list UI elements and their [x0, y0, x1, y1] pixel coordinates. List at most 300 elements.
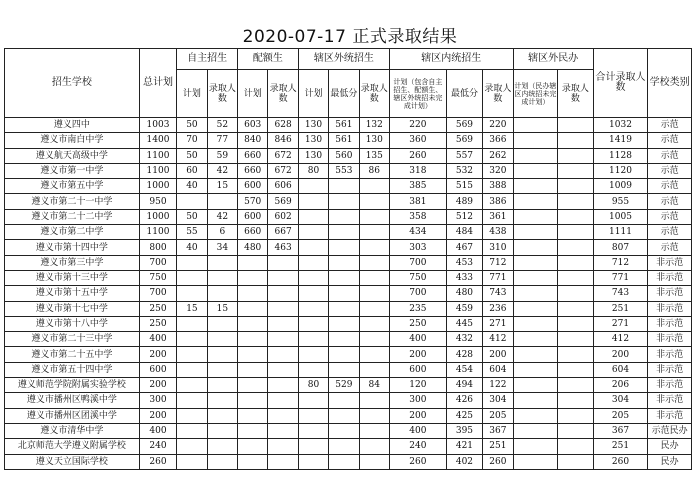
private-admitted-cell	[558, 332, 593, 347]
inside-plan-cell: 260	[389, 454, 446, 469]
private-plan-cell	[513, 118, 558, 133]
quota-admitted-cell	[268, 362, 298, 377]
private-plan-cell	[513, 393, 558, 408]
outside-admitted-cell	[359, 194, 389, 209]
outside-plan-cell	[298, 179, 328, 194]
outside-min-score-cell	[329, 393, 359, 408]
private-admitted-cell	[558, 240, 593, 255]
inside-min-score-cell: 395	[446, 423, 482, 438]
inside-plan-cell: 120	[389, 378, 446, 393]
school-type-cell: 示范	[648, 179, 692, 194]
outside-admitted-cell	[359, 439, 389, 454]
outside-plan-cell	[298, 240, 328, 255]
outside-plan-cell	[298, 225, 328, 240]
outside-min-score-cell	[329, 270, 359, 285]
independent-plan-cell: 50	[177, 118, 207, 133]
total-plan-cell: 950	[139, 194, 176, 209]
outside-min-score-cell	[329, 423, 359, 438]
outside-admitted-cell: 132	[359, 118, 389, 133]
inside-admitted-cell: 262	[483, 148, 513, 163]
inside-min-score-cell: 515	[446, 179, 482, 194]
quota-admitted-cell	[268, 270, 298, 285]
outside-admitted-cell	[359, 225, 389, 240]
school-name-cell: 遵义四中	[5, 118, 140, 133]
school-name-cell: 遵义市南白中学	[5, 133, 140, 148]
total-admitted-cell: 251	[593, 301, 648, 316]
outside-min-score-cell	[329, 209, 359, 224]
private-admitted-cell	[558, 454, 593, 469]
inside-plan-cell: 260	[389, 148, 446, 163]
school-name-cell: 遵义市第十七中学	[5, 301, 140, 316]
quota-plan-cell	[238, 393, 268, 408]
school-name-cell: 遵义市第三中学	[5, 255, 140, 270]
table-row	[5, 240, 692, 255]
header-plan-private: 计划（民办辖区内统招未完成计划）	[513, 70, 558, 118]
school-name-cell: 遵义市第十五中学	[5, 286, 140, 301]
quota-admitted-cell	[268, 423, 298, 438]
independent-plan-cell: 50	[177, 209, 207, 224]
header-admitted: 录取人数	[268, 70, 298, 118]
quota-admitted-cell: 667	[268, 225, 298, 240]
outside-min-score-cell	[329, 255, 359, 270]
private-plan-cell	[513, 316, 558, 331]
quota-plan-cell: 660	[238, 225, 268, 240]
outside-plan-cell: 80	[298, 378, 328, 393]
outside-min-score-cell	[329, 301, 359, 316]
outside-admitted-cell	[359, 270, 389, 285]
inside-admitted-cell: 205	[483, 408, 513, 423]
table-row	[5, 148, 692, 163]
school-type-cell: 非示范	[648, 393, 692, 408]
table-row	[5, 179, 692, 194]
table-row	[5, 454, 692, 469]
private-admitted-cell	[558, 270, 593, 285]
independent-admitted-cell	[207, 270, 237, 285]
private-admitted-cell	[558, 301, 593, 316]
independent-admitted-cell	[207, 347, 237, 362]
quota-admitted-cell: 606	[268, 179, 298, 194]
private-plan-cell	[513, 408, 558, 423]
private-admitted-cell	[558, 194, 593, 209]
quota-admitted-cell	[268, 286, 298, 301]
header-school-type: 学校类别	[648, 49, 692, 118]
private-admitted-cell	[558, 118, 593, 133]
total-admitted-cell: 771	[593, 270, 648, 285]
header-total-plan: 总计划	[139, 49, 176, 118]
table-row	[5, 209, 692, 224]
quota-admitted-cell: 672	[268, 148, 298, 163]
header-group-inside-district: 辖区内统招生	[389, 49, 513, 70]
private-plan-cell	[513, 378, 558, 393]
private-plan-cell	[513, 454, 558, 469]
table-row	[5, 255, 692, 270]
quota-plan-cell: 660	[238, 148, 268, 163]
independent-admitted-cell	[207, 423, 237, 438]
outside-admitted-cell	[359, 408, 389, 423]
independent-plan-cell: 15	[177, 301, 207, 316]
school-type-cell: 示范	[648, 148, 692, 163]
outside-admitted-cell	[359, 209, 389, 224]
school-type-cell: 非示范	[648, 347, 692, 362]
independent-admitted-cell	[207, 332, 237, 347]
total-plan-cell: 700	[139, 255, 176, 270]
private-admitted-cell	[558, 179, 593, 194]
private-admitted-cell	[558, 225, 593, 240]
quota-admitted-cell: 628	[268, 118, 298, 133]
independent-plan-cell	[177, 347, 207, 362]
school-type-cell: 示范	[648, 133, 692, 148]
independent-admitted-cell	[207, 316, 237, 331]
independent-plan-cell: 40	[177, 240, 207, 255]
outside-plan-cell	[298, 454, 328, 469]
quota-plan-cell: 600	[238, 179, 268, 194]
table-body	[5, 118, 692, 470]
independent-plan-cell	[177, 423, 207, 438]
inside-plan-cell: 381	[389, 194, 446, 209]
private-admitted-cell	[558, 148, 593, 163]
inside-min-score-cell: 432	[446, 332, 482, 347]
page-title: 2020-07-17 正式录取结果	[242, 27, 458, 47]
outside-plan-cell	[298, 194, 328, 209]
total-admitted-cell: 712	[593, 255, 648, 270]
inside-plan-cell: 700	[389, 286, 446, 301]
table-row	[5, 362, 692, 377]
header-admitted: 录取人数	[483, 70, 513, 118]
independent-plan-cell	[177, 454, 207, 469]
inside-plan-cell: 235	[389, 301, 446, 316]
inside-min-score-cell: 489	[446, 194, 482, 209]
quota-plan-cell: 570	[238, 194, 268, 209]
quota-admitted-cell: 602	[268, 209, 298, 224]
independent-plan-cell	[177, 255, 207, 270]
outside-admitted-cell	[359, 255, 389, 270]
independent-plan-cell: 60	[177, 163, 207, 178]
total-admitted-cell: 206	[593, 378, 648, 393]
outside-admitted-cell	[359, 454, 389, 469]
outside-plan-cell	[298, 347, 328, 362]
inside-min-score-cell: 433	[446, 270, 482, 285]
total-plan-cell: 1100	[139, 148, 176, 163]
school-type-cell: 示范	[648, 194, 692, 209]
school-name-cell: 遵义市第五中学	[5, 179, 140, 194]
independent-admitted-cell: 6	[207, 225, 237, 240]
quota-plan-cell: 600	[238, 209, 268, 224]
quota-plan-cell: 480	[238, 240, 268, 255]
independent-plan-cell: 50	[177, 148, 207, 163]
inside-min-score-cell: 426	[446, 393, 482, 408]
private-admitted-cell	[558, 378, 593, 393]
private-plan-cell	[513, 148, 558, 163]
total-plan-cell: 600	[139, 362, 176, 377]
total-admitted-cell: 604	[593, 362, 648, 377]
header-group-independent: 自主招生	[177, 49, 238, 70]
inside-admitted-cell: 122	[483, 378, 513, 393]
inside-admitted-cell: 310	[483, 240, 513, 255]
private-admitted-cell	[558, 439, 593, 454]
header-group-outside-district: 辖区外统招生	[298, 49, 389, 70]
total-admitted-cell: 1009	[593, 179, 648, 194]
inside-admitted-cell: 366	[483, 133, 513, 148]
quota-admitted-cell	[268, 378, 298, 393]
total-plan-cell: 260	[139, 454, 176, 469]
inside-min-score-cell: 557	[446, 148, 482, 163]
table-row	[5, 118, 692, 133]
quota-plan-cell	[238, 332, 268, 347]
private-plan-cell	[513, 194, 558, 209]
header-total-admitted: 合计录取人数	[593, 49, 648, 118]
outside-plan-cell	[298, 439, 328, 454]
quota-plan-cell: 603	[238, 118, 268, 133]
independent-plan-cell	[177, 270, 207, 285]
independent-plan-cell: 70	[177, 133, 207, 148]
outside-min-score-cell: 561	[329, 133, 359, 148]
outside-admitted-cell: 86	[359, 163, 389, 178]
total-admitted-cell: 412	[593, 332, 648, 347]
outside-min-score-cell: 561	[329, 118, 359, 133]
quota-plan-cell	[238, 408, 268, 423]
quota-plan-cell	[238, 316, 268, 331]
independent-admitted-cell	[207, 286, 237, 301]
inside-admitted-cell: 260	[483, 454, 513, 469]
total-plan-cell: 1003	[139, 118, 176, 133]
inside-admitted-cell: 304	[483, 393, 513, 408]
private-plan-cell	[513, 209, 558, 224]
inside-admitted-cell: 604	[483, 362, 513, 377]
school-name-cell: 遵义市播州区团溪中学	[5, 408, 140, 423]
inside-min-score-cell: 484	[446, 225, 482, 240]
header-min-score: 最低分	[329, 70, 359, 118]
private-admitted-cell	[558, 209, 593, 224]
outside-min-score-cell	[329, 194, 359, 209]
total-admitted-cell: 367	[593, 423, 648, 438]
outside-plan-cell: 80	[298, 163, 328, 178]
total-plan-cell: 1400	[139, 133, 176, 148]
quota-plan-cell	[238, 347, 268, 362]
independent-admitted-cell: 59	[207, 148, 237, 163]
private-admitted-cell	[558, 362, 593, 377]
outside-plan-cell	[298, 393, 328, 408]
inside-plan-cell: 600	[389, 362, 446, 377]
school-name-cell: 遵义市第二十一中学	[5, 194, 140, 209]
school-type-cell: 非示范	[648, 286, 692, 301]
school-type-cell: 民办	[648, 439, 692, 454]
table-row	[5, 439, 692, 454]
total-admitted-cell: 200	[593, 347, 648, 362]
private-plan-cell	[513, 301, 558, 316]
total-plan-cell: 750	[139, 270, 176, 285]
inside-plan-cell: 250	[389, 316, 446, 331]
table-row	[5, 301, 692, 316]
inside-admitted-cell: 367	[483, 423, 513, 438]
quota-plan-cell	[238, 270, 268, 285]
table-row	[5, 347, 692, 362]
total-admitted-cell: 1032	[593, 118, 648, 133]
inside-plan-cell: 303	[389, 240, 446, 255]
total-plan-cell: 1000	[139, 179, 176, 194]
independent-plan-cell	[177, 332, 207, 347]
inside-admitted-cell: 200	[483, 347, 513, 362]
outside-min-score-cell	[329, 362, 359, 377]
inside-plan-cell: 385	[389, 179, 446, 194]
school-type-cell: 示范	[648, 225, 692, 240]
table-row	[5, 316, 692, 331]
private-plan-cell	[513, 179, 558, 194]
inside-admitted-cell: 361	[483, 209, 513, 224]
inside-min-score-cell: 402	[446, 454, 482, 469]
independent-plan-cell	[177, 362, 207, 377]
school-type-cell: 非示范	[648, 332, 692, 347]
outside-min-score-cell	[329, 454, 359, 469]
outside-admitted-cell: 135	[359, 148, 389, 163]
outside-admitted-cell	[359, 179, 389, 194]
school-name-cell: 遵义市第十四中学	[5, 240, 140, 255]
school-name-cell: 遵义市第二中学	[5, 225, 140, 240]
total-plan-cell: 1100	[139, 225, 176, 240]
inside-plan-cell: 200	[389, 347, 446, 362]
private-admitted-cell	[558, 163, 593, 178]
table-row	[5, 286, 692, 301]
inside-admitted-cell: 251	[483, 439, 513, 454]
outside-min-score-cell	[329, 179, 359, 194]
outside-min-score-cell: 560	[329, 148, 359, 163]
inside-min-score-cell: 453	[446, 255, 482, 270]
outside-plan-cell: 130	[298, 118, 328, 133]
table-row	[5, 378, 692, 393]
outside-plan-cell	[298, 255, 328, 270]
total-admitted-cell: 1120	[593, 163, 648, 178]
school-type-cell: 非示范	[648, 255, 692, 270]
independent-plan-cell	[177, 378, 207, 393]
school-type-cell: 示范	[648, 118, 692, 133]
inside-admitted-cell: 388	[483, 179, 513, 194]
total-plan-cell: 240	[139, 439, 176, 454]
inside-admitted-cell: 386	[483, 194, 513, 209]
total-admitted-cell: 1111	[593, 225, 648, 240]
table-row	[5, 163, 692, 178]
private-plan-cell	[513, 286, 558, 301]
outside-admitted-cell: 130	[359, 133, 389, 148]
outside-min-score-cell	[329, 225, 359, 240]
total-plan-cell: 700	[139, 286, 176, 301]
school-type-cell: 示范	[648, 163, 692, 178]
header-school: 招生学校	[5, 49, 140, 118]
total-plan-cell: 200	[139, 378, 176, 393]
outside-plan-cell	[298, 316, 328, 331]
table-row	[5, 133, 692, 148]
private-admitted-cell	[558, 133, 593, 148]
quota-plan-cell	[238, 301, 268, 316]
school-name-cell: 遵义市清华中学	[5, 423, 140, 438]
inside-admitted-cell: 438	[483, 225, 513, 240]
school-type-cell: 非示范	[648, 270, 692, 285]
independent-admitted-cell	[207, 194, 237, 209]
private-plan-cell	[513, 133, 558, 148]
quota-plan-cell	[238, 423, 268, 438]
quota-admitted-cell	[268, 255, 298, 270]
outside-admitted-cell	[359, 393, 389, 408]
header-group-quota: 配额生	[238, 49, 299, 70]
school-name-cell: 遵义市第二十二中学	[5, 209, 140, 224]
header-plan-inner: 计划（包含自主招生、配额生、辖区外统招未完成计划）	[389, 70, 446, 118]
total-plan-cell: 250	[139, 316, 176, 331]
private-plan-cell	[513, 240, 558, 255]
outside-min-score-cell: 553	[329, 163, 359, 178]
outside-admitted-cell	[359, 286, 389, 301]
independent-plan-cell: 55	[177, 225, 207, 240]
table-row	[5, 408, 692, 423]
independent-plan-cell	[177, 439, 207, 454]
school-type-cell: 非示范	[648, 362, 692, 377]
independent-admitted-cell	[207, 454, 237, 469]
private-admitted-cell	[558, 255, 593, 270]
private-admitted-cell	[558, 393, 593, 408]
private-plan-cell	[513, 163, 558, 178]
quota-admitted-cell: 672	[268, 163, 298, 178]
quota-admitted-cell: 463	[268, 240, 298, 255]
school-type-cell: 示范	[648, 240, 692, 255]
admission-results-table	[4, 48, 692, 470]
total-plan-cell: 1100	[139, 163, 176, 178]
inside-plan-cell: 220	[389, 118, 446, 133]
private-admitted-cell	[558, 347, 593, 362]
outside-min-score-cell	[329, 408, 359, 423]
inside-plan-cell: 200	[389, 408, 446, 423]
quota-admitted-cell	[268, 332, 298, 347]
inside-admitted-cell: 236	[483, 301, 513, 316]
school-name-cell: 遵义师范学院附属实验学校	[5, 378, 140, 393]
total-plan-cell: 400	[139, 423, 176, 438]
table-row	[5, 332, 692, 347]
total-plan-cell: 200	[139, 347, 176, 362]
outside-min-score-cell	[329, 439, 359, 454]
inside-min-score-cell: 480	[446, 286, 482, 301]
outside-plan-cell	[298, 408, 328, 423]
private-plan-cell	[513, 270, 558, 285]
table-row	[5, 270, 692, 285]
quota-plan-cell	[238, 378, 268, 393]
header-plan: 计划	[177, 70, 207, 118]
school-type-cell: 民办	[648, 454, 692, 469]
inside-admitted-cell: 712	[483, 255, 513, 270]
inside-plan-cell: 358	[389, 209, 446, 224]
quota-admitted-cell	[268, 393, 298, 408]
table-row	[5, 423, 692, 438]
school-type-cell: 非示范	[648, 408, 692, 423]
school-name-cell: 遵义天立国际学校	[5, 454, 140, 469]
private-plan-cell	[513, 362, 558, 377]
outside-plan-cell	[298, 423, 328, 438]
inside-plan-cell: 318	[389, 163, 446, 178]
table-row	[5, 393, 692, 408]
private-plan-cell	[513, 225, 558, 240]
outside-plan-cell	[298, 301, 328, 316]
outside-min-score-cell: 529	[329, 378, 359, 393]
outside-min-score-cell	[329, 240, 359, 255]
quota-plan-cell	[238, 286, 268, 301]
private-admitted-cell	[558, 286, 593, 301]
school-name-cell: 遵义市第十八中学	[5, 316, 140, 331]
total-admitted-cell: 205	[593, 408, 648, 423]
independent-plan-cell	[177, 194, 207, 209]
quota-admitted-cell	[268, 439, 298, 454]
inside-min-score-cell: 421	[446, 439, 482, 454]
total-plan-cell: 200	[139, 408, 176, 423]
inside-min-score-cell: 454	[446, 362, 482, 377]
total-admitted-cell: 807	[593, 240, 648, 255]
quota-plan-cell	[238, 454, 268, 469]
total-plan-cell: 800	[139, 240, 176, 255]
outside-min-score-cell	[329, 316, 359, 331]
